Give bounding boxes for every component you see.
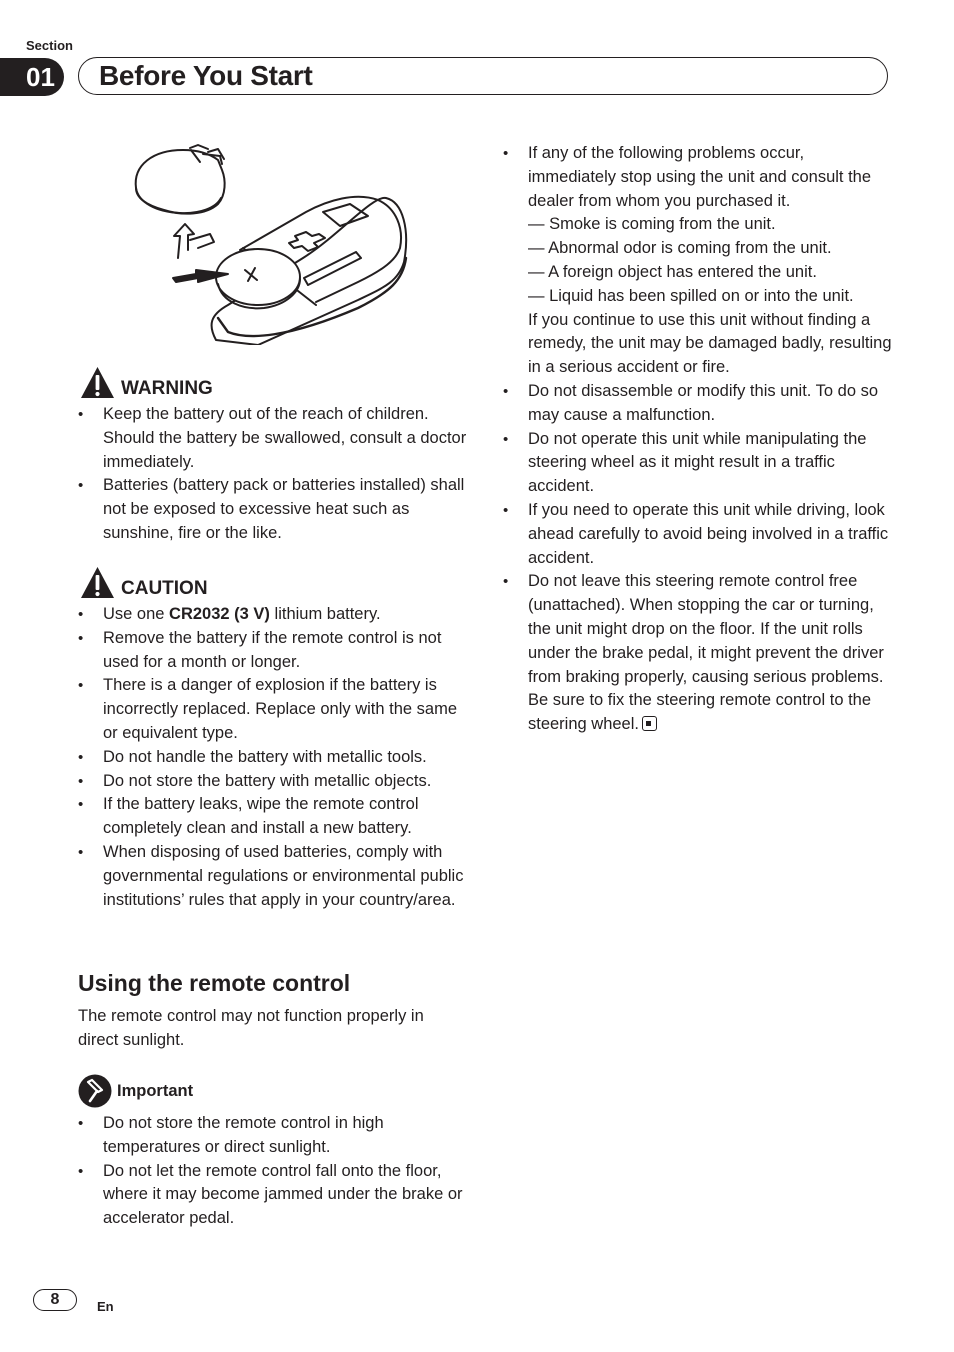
precaution-item: • If you need to operate this unit while driving, look ahead carefully to avoid being involved in a traffic accident. [503,499,893,570]
warning-item: • Keep the battery out of the reach of children. Should the battery be swallowed, consult a doctor immediately. [78,403,470,474]
important-item: • Do not store the remote control in high temperatures or direct sunlight. [78,1112,470,1160]
caution-label: CAUTION [121,578,208,599]
precaution-item: • Do not operate this unit while manipulating the steering wheel as it might result in a traffic accident. [503,428,893,499]
page-number: 8 [33,1289,77,1311]
end-of-section-icon [642,716,657,731]
warning-list [78,403,470,546]
caution-item: • Do not store the battery with metallic objects. [78,770,470,794]
important-icon [78,1074,112,1108]
precaution-last-text: Do not leave this steering remote control free (unattached). When stopping the car or turning, the unit might drop on the floor. If the unit rolls under the brake pedal, it might prevent the driver from braking properly, causing serious problems. Be sure to fix the steering remote control to the steering wheel. [528,572,884,734]
important-label: Important [117,1081,194,1100]
right-column [503,142,893,737]
precaution-item-last [503,570,893,737]
caution-list-wrapper [78,603,470,912]
warning-heading [80,366,213,399]
section-label: Section [26,38,73,53]
important-list-wrapper [78,1112,470,1231]
warning-item: • Batteries (battery pack or batteries installed) shall not be exposed to excessive heat such as sunshine, fire or the like. [78,474,470,545]
caution-item-suffix: lithium battery. [269,605,381,623]
caution-list [78,603,470,912]
important-list [78,1112,470,1231]
remote-intro: The remote control may not function properly in direct sunlight. [78,1007,424,1049]
precautions-list [503,142,893,737]
problem-line: — Smoke is coming from the unit. [528,215,776,234]
problems-intro: • If any of the following problems occur, immediately stop using the unit and consult the dealer from whom you purchased it. [528,144,872,210]
caution-item: • There is a danger of explosion if the battery is incorrectly replaced. Replace only with the same or equivalent type. [78,674,470,745]
section-heading-remote: Using the remote control [78,970,351,996]
precaution-item-problems [503,142,893,380]
problem-line: — Liquid has been spilled on or into the unit. [528,286,854,305]
problems-outro: If you continue to use this unit without finding a remedy, the unit may be damaged badly, resulting in a serious accident or fire. [528,310,892,377]
page-title-frame [78,57,888,95]
caution-item: • Do not handle the battery with metallic tools. [78,746,470,770]
battery-replacement-illustration [128,140,413,345]
warning-label: WARNING [121,378,213,399]
caution-item-battery-type [78,603,470,627]
caution-item: • Remove the battery if the remote control is not used for a month or longer. [78,627,470,675]
caution-item: • When disposing of used batteries, comply with governmental regulations or environmental public institutions’ rules that apply in your country/area. [78,841,470,912]
problem-line: — Abnormal odor is coming from the unit. [528,239,832,258]
warning-triangle-icon [80,366,115,399]
warning-list-wrapper [78,403,470,546]
important-item: • Do not let the remote control fall onto the floor, where it may become jammed under the brake or accelerator pedal. [78,1160,470,1231]
important-heading [78,1074,193,1108]
caution-triangle-icon [80,566,115,599]
caution-item-prefix: Use one [103,605,170,623]
problem-line: — A foreign object has entered the unit. [528,262,817,281]
language-code: En [97,1299,114,1314]
caution-item: • If the battery leaks, wipe the remote control completely clean and install a new battery. [78,793,470,841]
precaution-item: • Do not disassemble or modify this unit. To do so may cause a malfunction. [503,380,893,428]
page-title: Before You Start [99,60,313,91]
battery-model: CR2032 (3 V) [169,605,270,623]
section-number: 01 [0,58,64,96]
caution-heading [80,566,208,599]
